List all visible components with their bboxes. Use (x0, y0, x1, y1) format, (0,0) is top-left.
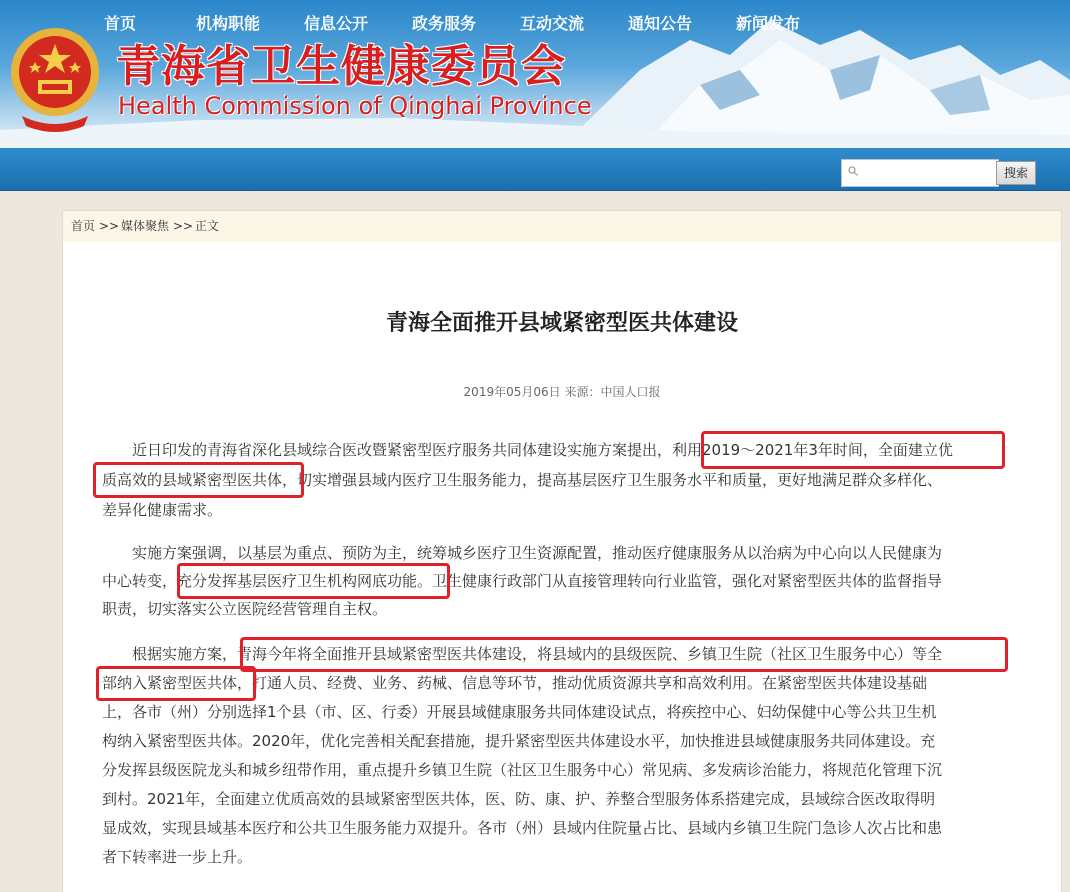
nav-item-functions[interactable]: 机构职能 (196, 14, 261, 33)
paragraph-3-line-4: 构纳入紧密型医共体。2020年，优化完善相关配套措施，提升紧密型医共体建设水平，加快推进县域健康服务共同体建设。充 (102, 732, 936, 750)
paragraph-1-line-1: 近日印发的青海省深化县域综合医改暨紧密型医疗服务共同体建设实施方案提出，利用2019～2021年3年时间，全面建立优 (102, 441, 953, 459)
paragraph-3-line-2: 部纳入紧密型医共体，打通人员、经费、业务、药械、信息等环节，推动优质资源共享和高效利用。在紧密型医共体建设基础 (102, 674, 928, 692)
paragraph-3-line-6: 到村。2021年，全面建立优质高效的县域紧密型医共体，医、防、康、护、养整合型服务体系搭建完成，县域综合医改取得明 (102, 790, 936, 808)
paragraph-3-line-8: 者下转率进一步上升。 (102, 848, 253, 866)
paragraph-3-line-5: 分发挥县级医院龙头和城乡纽带作用，重点提升乡镇卫生院（社区卫生服务中心）常见病、多发病诊治能力，将规范化管理下沉 (102, 761, 943, 779)
breadcrumb-media-focus[interactable]: 媒体聚焦 (121, 219, 170, 233)
site-title-english: Health Commission of Qinghai Province (118, 92, 592, 120)
article-title: 青海全面推开县域紧密型医共体建设 (385, 311, 738, 336)
nav-item-news-release[interactable]: 新闻发布 (736, 14, 801, 33)
national-emblem-icon (2, 20, 108, 140)
search-input[interactable] (841, 159, 999, 187)
article-meta: 2019年05月06日 来源：中国人口报 (463, 385, 661, 399)
nav-item-notices[interactable]: 通知公告 (628, 14, 693, 33)
nav-item-info-disclosure[interactable]: 信息公开 (304, 14, 369, 33)
site-title-chinese: 青海省卫生健康委员会 (116, 41, 566, 92)
breadcrumb-separator: >> (99, 219, 120, 233)
paragraph-3-line-7: 显成效，实现县域基本医疗和公共卫生服务能力双提升。各市（州）县域内住院量占比、县域内乡镇卫生院门急诊人次占比和患 (102, 819, 943, 837)
paragraph-3-line-1: 根据实施方案，青海今年将全面推开县域紧密型医共体建设，将县域内的县级医院、乡镇卫生院（社区卫生服务中心）等全 (102, 645, 943, 663)
search-button[interactable]: 搜索 (996, 161, 1036, 185)
nav-item-home[interactable]: 首页 (104, 14, 137, 33)
search-icon (848, 166, 858, 176)
nav-item-gov-services[interactable]: 政务服务 (412, 14, 477, 33)
breadcrumb-separator: >> (173, 219, 194, 233)
breadcrumb (62, 210, 1062, 243)
paragraph-1-line-3: 差异化健康需求。 (102, 501, 223, 519)
breadcrumb-current: 正文 (195, 219, 220, 233)
paragraph-2-line-2: 中心转变，充分发挥基层医疗卫生机构网底功能。卫生健康行政部门从直接管理转向行业监管，强化对紧密型医共体的监督指导 (102, 572, 943, 590)
paragraph-1-line-2: 质高效的县域紧密型医共体，切实增强县域内医疗卫生服务能力，提高基层医疗卫生服务水平和质量，更好地满足群众多样化、 (102, 471, 943, 489)
nav-item-interaction[interactable]: 互动交流 (520, 14, 585, 33)
paragraph-3-line-3: 上，各市（州）分别选择1个县（市、区、行委）开展县域健康服务共同体建设试点，将疾控中心、妇幼保健中心等公共卫生机 (102, 703, 937, 721)
breadcrumb-home[interactable]: 首页 (71, 219, 96, 233)
paragraph-2-line-1: 实施方案强调，以基层为重点、预防为主，统筹城乡医疗卫生资源配置，推动医疗健康服务从以治病为中心向以人民健康为 (102, 544, 943, 562)
paragraph-2-line-3: 职责，切实落实公立医院经营管理自主权。 (102, 600, 388, 618)
